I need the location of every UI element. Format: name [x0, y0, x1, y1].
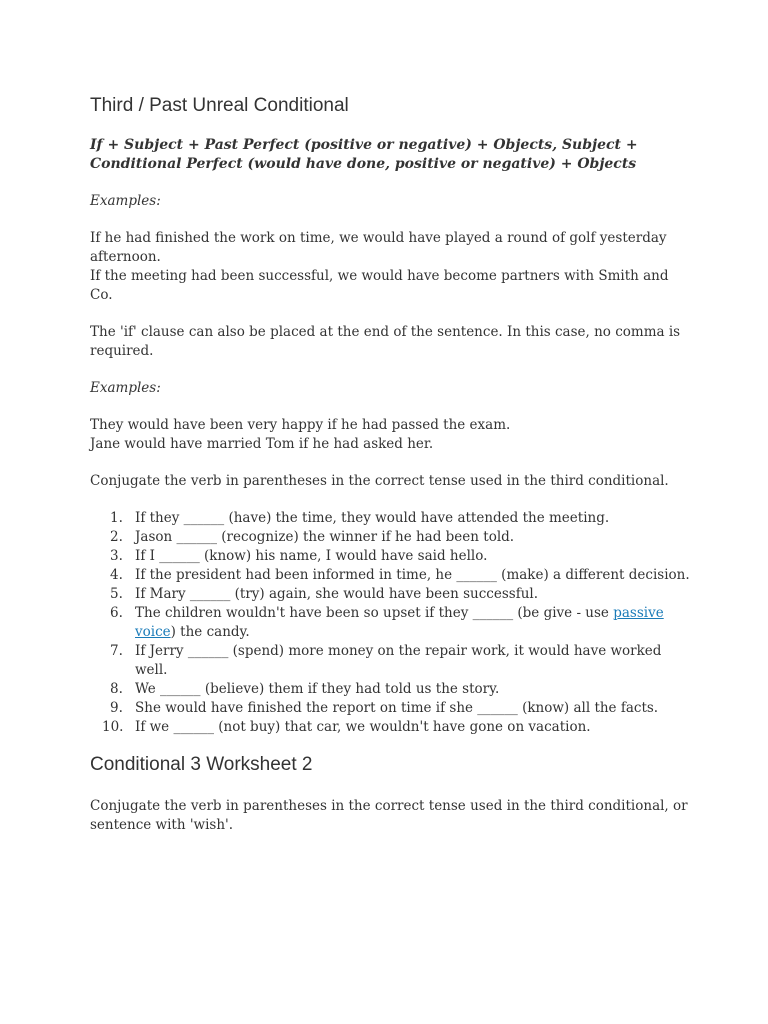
example-sentence: If he had finished the work on time, we would have played a round of golf yesterday afternoon.: [90, 230, 667, 265]
exercise-instructions: Conjugate the verb in parentheses in the correct tense used in the third conditional.: [90, 473, 669, 489]
list-item: 3. If I ______ (know) his name, I would have said hello.: [110, 548, 488, 564]
document-content: [90, 90, 690, 835]
examples-block-2: [90, 416, 690, 454]
list-item: 8. We ______ (believe) them if they had told us the story.: [110, 681, 500, 697]
example-sentence: If the meeting had been successful, we would have become partners with Smith and Co.: [90, 268, 669, 303]
list-item: 7. If Jerry ______ (spend) more money on the repair work, it would have worked well.: [110, 643, 662, 678]
note-paragraph: The 'if' clause can also be placed at the end of the sentence. In this case, no comma is required.: [90, 324, 681, 359]
list-item: 6. The children wouldn't have been so upset if they ______ (be give - use passive voice) the candy.: [110, 605, 664, 640]
list-item: 2. Jason ______ (recognize) the winner if he had been told.: [110, 529, 515, 545]
example-sentence: They would have been very happy if he had passed the exam.: [90, 417, 511, 433]
example-sentence: Jane would have married Tom if he had asked her.: [90, 436, 434, 452]
worksheet-instructions: Conjugate the verb in parentheses in the correct tense used in the third conditional, or sentence with 'wish'.: [90, 798, 688, 833]
list-item: 4. If the president had been informed in time, he ______ (make) a different decision.: [110, 567, 690, 583]
passive-voice-link[interactable]: passive voice: [135, 605, 664, 640]
page-title: Third / Past Unreal Conditional: [90, 95, 349, 116]
list-item: 5. If Mary ______ (try) again, she would have been successful.: [110, 586, 538, 602]
examples-block-1: [90, 229, 690, 305]
list-item: 1. If they ______ (have) the time, they would have attended the meeting.: [110, 510, 610, 526]
examples-label-2: Examples:: [90, 380, 161, 396]
examples-label-1: Examples:: [90, 193, 161, 209]
list-item: 9. She would have finished the report on time if she ______ (know) all the facts.: [110, 700, 659, 716]
conditional-formula: If + Subject + Past Perfect (positive or negative) + Objects, Subject + Conditional Perfect (would have done, positive or negative) + Objects: [90, 137, 638, 172]
exercise-list: [90, 509, 690, 737]
list-item: 10. If we ______ (not buy) that car, we wouldn't have gone on vacation.: [102, 719, 591, 735]
section-heading: Conditional 3 Worksheet 2: [90, 754, 313, 775]
